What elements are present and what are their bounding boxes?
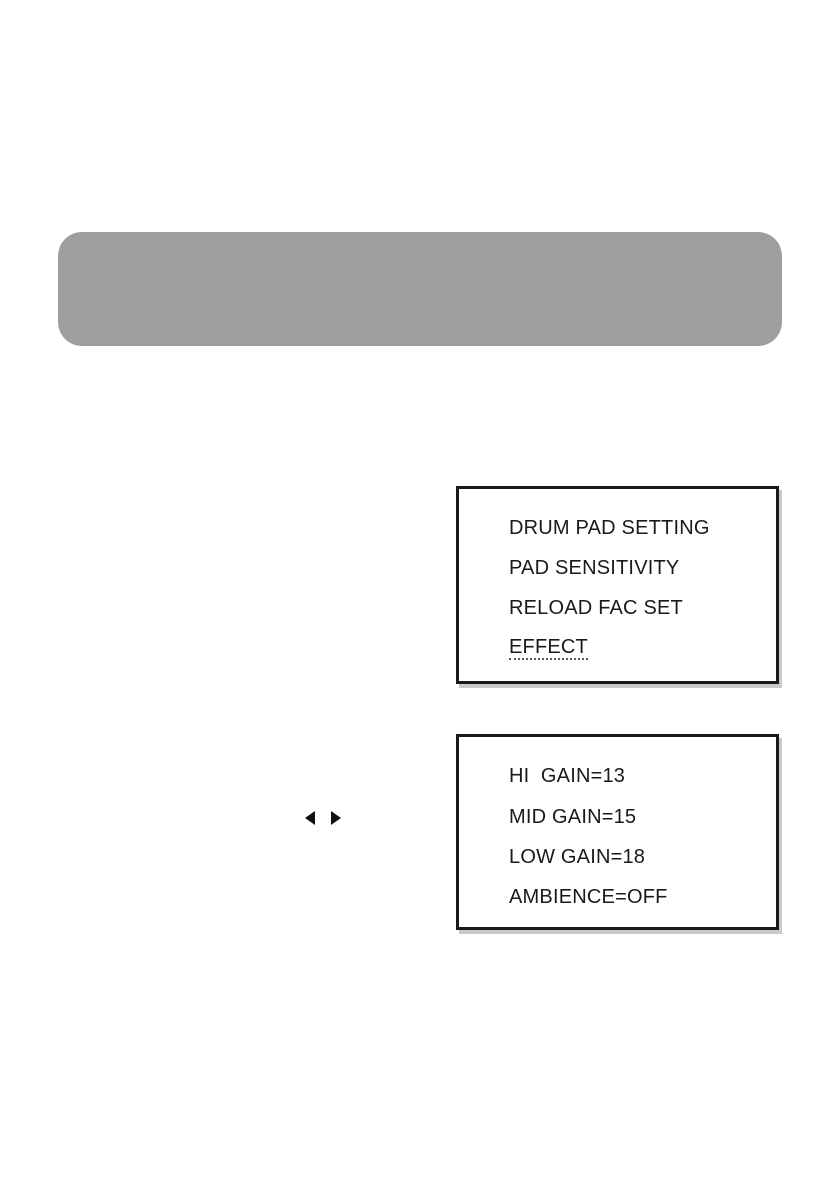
menu-item-reload-fac-set: RELOAD FAC SET xyxy=(509,597,683,619)
menu-item-pad-sensitivity: PAD SENSITIVITY xyxy=(509,557,680,579)
menu-item-drum-pad-setting: DRUM PAD SETTING xyxy=(509,517,710,539)
hi-gain-value: HI GAIN=13 xyxy=(509,765,626,787)
ambience-value: AMBIENCE=OFF xyxy=(509,886,668,908)
lcd-effect-display xyxy=(456,734,779,930)
left-right-arrows xyxy=(303,810,343,826)
section-header-band xyxy=(58,232,782,346)
left-triangle-icon xyxy=(305,811,315,825)
low-gain-value: LOW GAIN=18 xyxy=(509,846,646,868)
lcd-menu-display xyxy=(456,486,779,684)
menu-item-effect: EFFECT xyxy=(509,636,588,658)
mid-gain-value: MID GAIN=15 xyxy=(509,806,637,828)
right-triangle-icon xyxy=(331,811,341,825)
